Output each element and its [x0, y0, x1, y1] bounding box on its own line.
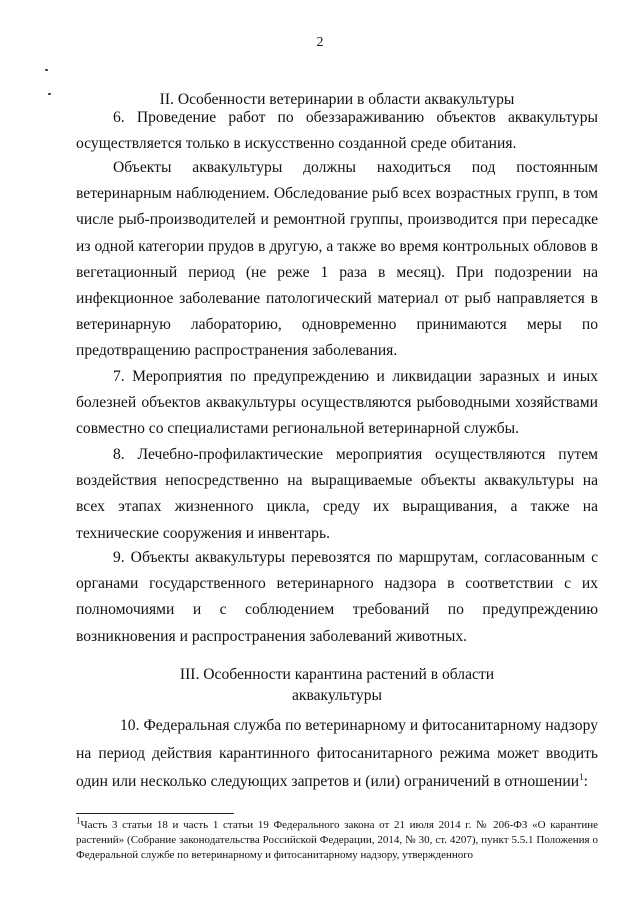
paragraph-10-text: 10. Федеральная служба по ветеринарному и фитосанитарному надзору на период действия карантинного фитосанитарного режима может вводить один или несколько следующих запретов и (или) ограничений в отношении — [76, 717, 598, 790]
footnote-mark: 1 — [76, 815, 81, 826]
paragraph-7: 7. Мероприятия по предупреждению и ликвидации заразных и иных болезней объектов аквакультуры осуществляются рыбоводными хозяйствами совместно со специалистами региональной ветеринарной службы. — [76, 368, 598, 438]
section-3-heading-line-1: III. Особенности карантина растений в области — [179, 666, 495, 683]
section-3-heading — [76, 664, 598, 706]
footnote-reference[interactable]: 1 — [579, 771, 584, 782]
paragraph-10-end: : — [583, 773, 588, 790]
section-2-heading: II. Особенности ветеринарии в области аквакультуры — [159, 91, 515, 108]
scan-speck — [48, 93, 51, 95]
page-number: 2 — [316, 35, 324, 50]
footnote — [76, 815, 598, 863]
footnote-separator — [76, 813, 234, 814]
scan-speck — [45, 69, 48, 71]
footnote-text: Часть 3 статьи 18 и часть 1 статьи 19 Федерального закона от 21 июля 2014 г. № 206-ФЗ «О карантине растений» (Собрание законодательства Российской Федерации, 2014, № 30, ст. 4207), пункт 5.5.1 Положения о Федеральной службе по ветеринарному и фитосанитарному надзору, утвержденного — [76, 819, 598, 861]
paragraph-6: 6. Проведение работ по обеззараживанию объектов аквакультуры осуществляется только в искусственно созданной среде обитания. — [76, 109, 598, 153]
paragraph-8: 8. Лечебно-профилактические мероприятия осуществляются путем воздействия непосредственно на выращиваемые объекты аквакультуры на всех этапах жизненного цикла, среду их выращивания, а также на технические сооружения и инвентарь. — [76, 446, 598, 542]
paragraph-9: 9. Объекты аквакультуры перевозятся по маршрутам, согласованным с органами государственного ветеринарного надзора в соответствии с их полномочиями и с соблюдением требований по предупреждению возникновения и распространения заболеваний животных. — [76, 549, 598, 645]
paragraph-6-continued: Объекты аквакультуры должны находиться под постоянным ветеринарным наблюдением. Обследование рыб всех возрастных групп, в том числе рыб-производителей и ремонтной группы, производится при пересадке из одной категории прудов в другую, а также во время контрольных обловов в вегетационный период (не реже 1 раза в месяц). При подозрении на инфекционное заболевание патологический материал от рыб направляется в ветеринарную лабораторию, одновременно принимаются меры по предотвращению распространения заболевания. — [76, 159, 598, 360]
paragraph-10 — [76, 712, 598, 796]
section-3-heading-line-2: аквакультуры — [291, 687, 383, 704]
